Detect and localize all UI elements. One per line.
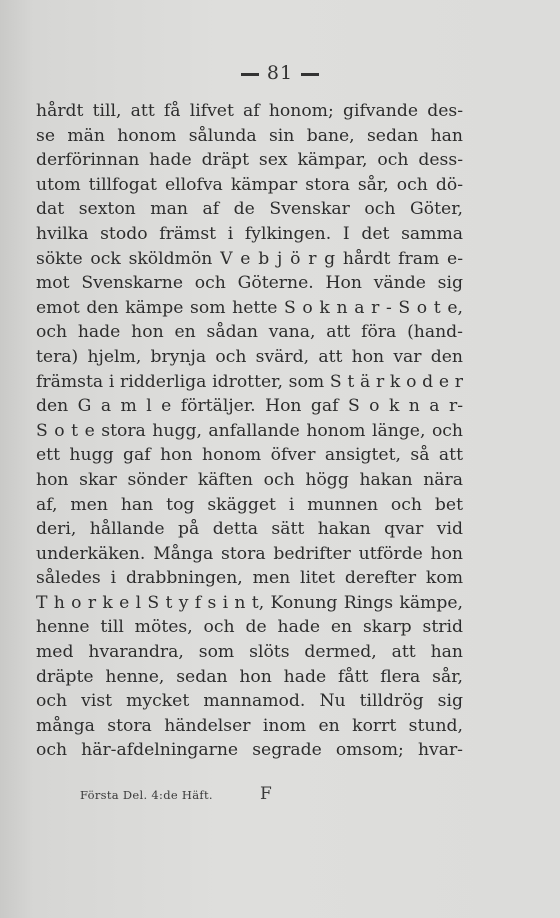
text-line: deri, hållande på detta sätt hakan qvar vid xyxy=(36,519,463,540)
text-line: hon skar sönder käften och högg hakan nära xyxy=(36,469,463,490)
signature-mark: F xyxy=(260,784,272,804)
text-line: många stora händelser inom en korrt stund, xyxy=(36,715,463,736)
text-line: och här-afdelningarne segrade omsom; hvar- xyxy=(36,740,463,761)
text-line: således i drabbningen, men litet derefter kom xyxy=(36,568,463,589)
text-line: med hvarandra, som slöts dermed, att han xyxy=(36,642,463,663)
text-line: af, men han tog skägget i munnen och bet xyxy=(36,494,463,515)
text-line: och hade hon en sådan vana, att föra (hand- xyxy=(36,322,463,343)
page-number xyxy=(0,62,560,84)
text-line: utom tillfogat ellofva kämpar stora sår, och dö- xyxy=(36,174,463,195)
text-line: S o t e stora hugg, anfallande honom länge, och xyxy=(36,420,463,441)
text-line: och vist mycket mannamod. Nu tilldrög sig xyxy=(36,691,463,712)
text-line: dräpte henne, sedan hon hade fått flera sår, xyxy=(36,666,463,687)
text-line: ett hugg gaf hon honom öfver ansigtet, så att xyxy=(36,445,463,466)
page-number-text: 81 xyxy=(266,62,294,84)
text-line: dat sexton man af de Svenskar och Göter, xyxy=(36,199,463,220)
text-line: tera) hjelm, brynja och svärd, att hon var den xyxy=(36,346,463,367)
text-line: främsta i ridderliga idrotter, som S t ä r k o d e r xyxy=(36,371,463,392)
text-line: se män honom sålunda sin bane, sedan han xyxy=(36,125,463,146)
text-line: hårdt till, att få lifvet af honom; gifvande des- xyxy=(36,101,463,121)
body-text xyxy=(36,99,463,763)
text-line: derförinnan hade dräpt sex kämpar, och dess- xyxy=(36,150,463,171)
text-line: hvilka stodo främst i fylkingen. I det samma xyxy=(36,223,463,244)
text-line: T h o r k e l S t y f s i n t, Konung Rings kämpe, xyxy=(36,592,463,613)
text-line: sökte ock sköldmön V e b j ö r g hårdt fram e- xyxy=(36,248,463,269)
folio-dash-right xyxy=(301,73,319,76)
volume-signature: Första Del. 4:de Häft. xyxy=(80,788,213,802)
text-line: den G a m l e förtäljer. Hon gaf S o k n a r- xyxy=(36,396,463,417)
text-line: emot den kämpe som hette S o k n a r - S o t e, xyxy=(36,297,463,318)
folio-dash-left xyxy=(241,73,259,76)
text-line: underkäken. Många stora bedrifter utförde hon xyxy=(36,543,463,564)
text-line: mot Svenskarne och Göterne. Hon vände sig xyxy=(36,273,463,294)
text-line: henne till mötes, och de hade en skarp strid xyxy=(36,617,463,638)
